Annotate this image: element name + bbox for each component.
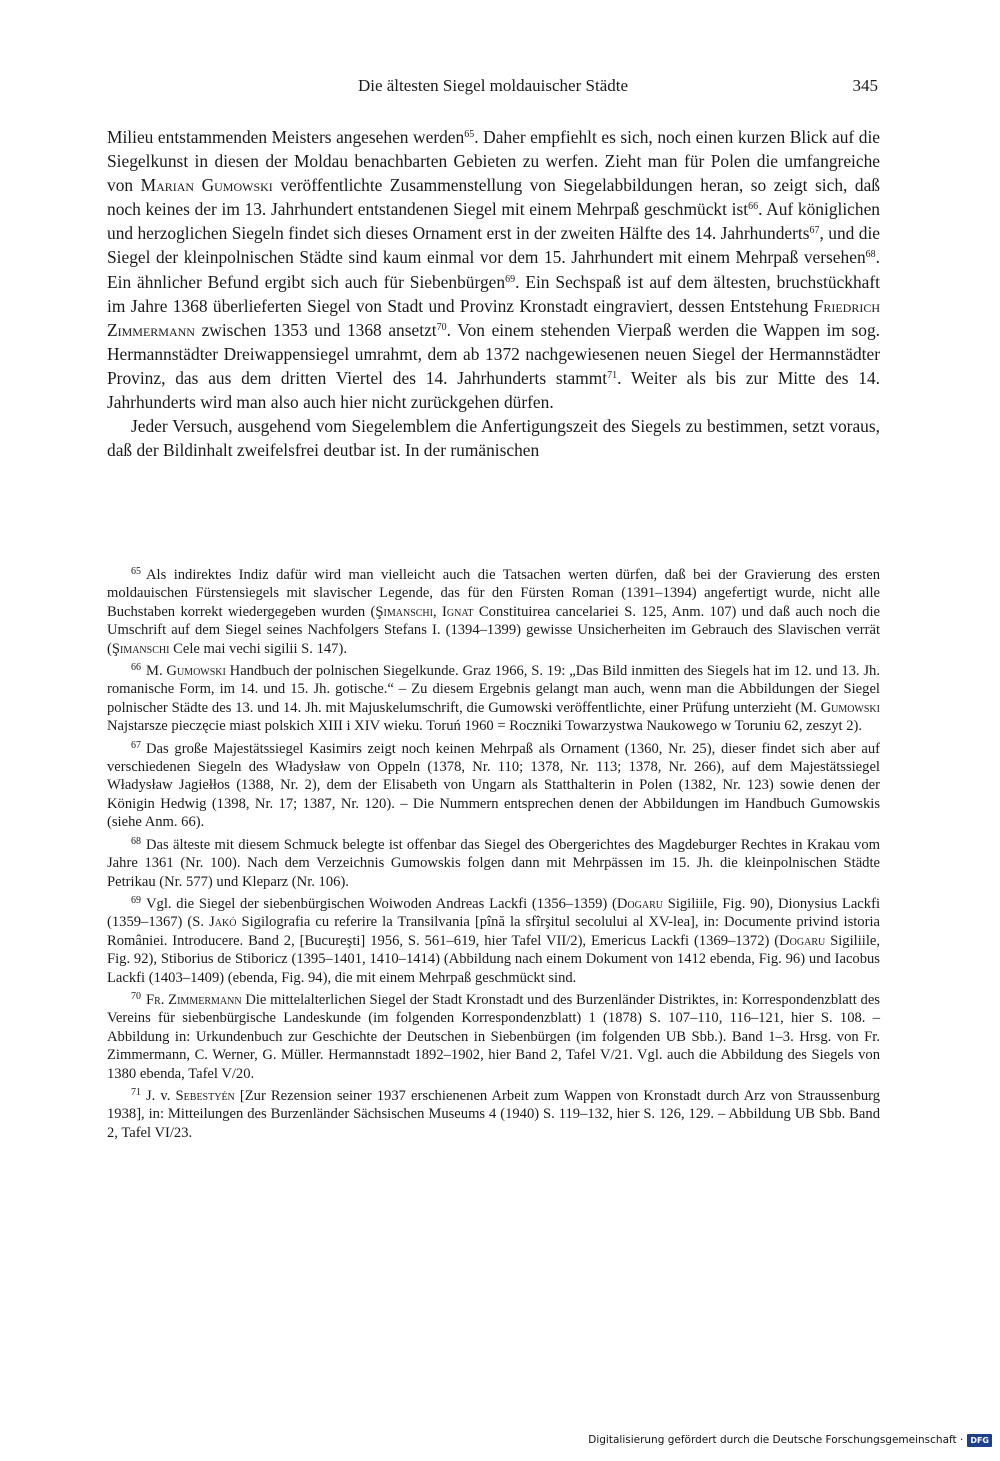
paragraph-1 xyxy=(107,125,880,414)
footnote-ref-69[interactable]: 69 xyxy=(505,273,516,285)
text-run: M. xyxy=(146,663,167,680)
footnote-ref-71[interactable]: 71 xyxy=(607,369,618,381)
text-run: J. v. xyxy=(146,1087,176,1104)
footnote-ref-65[interactable]: 65 xyxy=(464,129,475,140)
text-run: Najstarsze pieczęcie miast polskich XIII i XIV wieku. Toruń 1960 = Roczniki Towarzystwa Naukowego w Toruniu 62, zeszyt 2). xyxy=(107,718,863,735)
running-title: Die ältesten Siegel moldauischer Städte xyxy=(357,76,629,95)
text-run: Sigiliile, Fig. 90), Dionysius Lackfi (1359–1367) (S. xyxy=(107,895,880,931)
author-name: Dogaru xyxy=(779,932,826,949)
footnote-number: 66 xyxy=(131,662,141,674)
footnote-ref-70[interactable]: 70 xyxy=(436,321,447,333)
text-run: Als indirektes Indiz dafür wird man vielleicht auch die Tatsachen werten dürfen, daß bei der Gravierung des ersten moldauischen Fürstensiegels mit slavischer Legende, das für den Fürsten Roman (1391–1394) angefertigt wurde, nicht alle Buchstaben korrekt wiedergegeben wurden ( xyxy=(107,567,880,620)
text-run: Das große Majestätssiegel Kasimirs zeigt noch keinen Mehrpaß als Ornament (1360, Nr. 25), dieser findet sich aber auf verschiedenen Siegeln des Władysław von Oppeln (1378, Nr. 110; 1378, Nr. 113; 1378, Nr. 266), auf dem Majestätssiegel Władysław Jagiełłos (1388, Nr. 2), dem der Elisabeth von Ungarn als Statthalterin in Polen (1382, Nr. 123) sowie denen der Königin Hedwig (1398, Nr. 17; 1387, Nr. 120). – Die Nummern entsprechen denen der Abbildungen im Handbuch Gumowskis (siehe Anm. 66). xyxy=(107,740,880,831)
page-number: 345 xyxy=(852,76,878,95)
text-run: Die mittelalterlichen Siegel der Stadt Kronstadt und des Burzenländer Distriktes, in: Korrespondenzblatt des Vereins für siebenbürgische Landeskunde (im folgenden Korrespondenzblatt) 1 (1878) S. 107–110, 116–121, hier S. 108. – Abbildung in: Urkundenbuch zur Geschichte der Deutschen in Siebenbürgen (im folgenden UB Sbb.). Band 1–3. Hrsg. von Fr. Zimmermann, C. Werner, G. Müller. Hermannstadt 1892–1902, hier Band 2, Tafel V/21. Vgl. auch die Abbildung des Siegels von 1380 ebenda, Tafel V/20. xyxy=(107,991,880,1082)
author-name: Friedrich Zimmermann xyxy=(107,295,880,340)
footnote-number: 71 xyxy=(131,1086,141,1098)
footnote-71 xyxy=(107,1084,880,1142)
running-header xyxy=(108,76,878,100)
text-run: Handbuch der polnischen Siegelkunde. Graz 1966, S. 19: „Das Bild inmitten des Siegels hat im 12. und 13. Jh. romanische Form, im 14. und 15. Jh. gotische.“ – Zu diesem Ergebnis gelangt man auch, wenn man die Abbildungen der Siegel polnischer Städte des 13. und 14. Jh. mit Majuskelumschrift, die Gumowski veröffentlichte, einer Prüfung unterzieht (M. xyxy=(107,663,880,716)
footnote-70 xyxy=(107,988,880,1083)
main-text xyxy=(107,125,880,462)
text-run: Sigiliile, Fig. 92), Stiborius de Stiboricz (1395–1401, 1410–1414) (Abbildung nach einem Dokument von 1412 ebenda, Fig. 96) und Iacobus Lackfi (1403–1409) (ebenda, Fig. 94), die mit einem Mehrpaß geschmückt sind. xyxy=(107,932,881,986)
paragraph-2: Jeder Versuch, ausgehend vom Siegelemblem die Anfertigungszeit des Siegels zu bestimmen, setzt voraus, daß der Bildinhalt zweifelsfrei deutbar ist. In der rumänischen xyxy=(107,416,880,461)
author-name: Jakó xyxy=(209,914,237,931)
author-name: Sebestyén xyxy=(175,1087,235,1104)
footnote-number: 70 xyxy=(131,990,141,1002)
author-name: Şimanschi xyxy=(111,640,170,657)
footnote-67 xyxy=(107,737,880,832)
footnote-number: 65 xyxy=(131,566,141,577)
credit-text: Digitalisierung gefördert durch die Deutsche Forschungsgemeinschaft · xyxy=(588,1434,964,1446)
text-run: Milieu entstammenden Meisters angesehen werden xyxy=(107,127,465,147)
text-run: Cele mai vechi sigilii S. 147). xyxy=(169,640,347,657)
footnote-ref-68[interactable]: 68 xyxy=(865,249,876,261)
text-run: , und die Siegel der kleinpolnischen Städte sind kaum einmal vor dem 15. Jahrhundert mit einem Mehrpaß versehen xyxy=(107,223,880,268)
author-name: Gumowski xyxy=(820,699,880,716)
footnotes xyxy=(107,563,880,1143)
text-run: Das älteste mit diesem Schmuck belegte ist offenbar das Siegel des Obergerichtes des Magdeburger Rechtes in Krakau vom Jahre 1361 (Nr. 100). Nach dem Verzeichnis Gumowskis folgen dann mit Mehrpässen im 15. Jh. die kleinpolnischen Städte Petrikau (Nr. 577) und Kleparz (Nr. 106). xyxy=(107,836,880,890)
text-run: . Von einem stehenden Vierpaß werden die Wappen im sog. Hermannstädter Dreiwappensiegel umrahmt, dem ab 1372 nachgewiesenen neuen Siegel der Hermannstädter Provinz, das aus dem dritten Viertel des 14. Jahrhunderts stammt xyxy=(107,319,880,388)
footnote-number: 68 xyxy=(131,835,141,847)
text-run: Sigilografia cu referire la Transilvania [pînă la sfîrşitul secolului al XV-lea], in: Documente privind istoria României. Introducere. Band 2, [Bucureşti] 1956, S. 561–619, hier Tafel VII/2), Emericus Lackfi (1369–1372) ( xyxy=(107,914,880,949)
author-name: Şimanschi, Ignat xyxy=(375,603,474,620)
footnote-ref-67[interactable]: 67 xyxy=(809,225,820,237)
text-run: zwischen 1353 und 1368 ansetzt xyxy=(194,319,437,340)
text-run: . Ein Sechspaß ist auf dem ältesten, bruchstückhaft im Jahre 1368 überlieferten Siegel von Stadt und Provinz Kronstadt eingraviert, dessen Entstehung xyxy=(107,271,880,316)
text-run: . Ein ähnlicher Befund ergibt sich auch für Siebenbürgen xyxy=(107,247,880,292)
text-run: . Daher empfiehlt es sich, noch einen kurzen Blick auf die Siegelkunst in diesen der Moldau benachbarten Gebieten zu werfen. Zieht man für Polen die umfangreiche von xyxy=(107,127,880,196)
digitization-credit xyxy=(588,1431,992,1449)
footnote-69 xyxy=(107,892,880,987)
text-run: Vgl. die Siegel der siebenbürgischen Woiwoden Andreas Lackfi (1356–1359) ( xyxy=(146,895,617,912)
text-run: Constituirea cancelariei S. 125, Anm. 107) und daß auch noch die Umschrift auf dem Siegel seines Nachfolgers Stefans I. (1394–1399) gewisse Unsicherheiten im Gebrauch des Slavischen verrät ( xyxy=(107,603,880,657)
author-name: Marian Gumowski xyxy=(140,175,273,196)
footnote-number: 67 xyxy=(131,739,141,751)
text-run: veröffentlichte Zusammenstellung von Siegelabbildungen heran, so zeigt sich, daß noch keines der im 13. Jahrhundert entstandenen Siegel mit einem Mehrpaß geschmückt ist xyxy=(107,175,881,220)
footnote-number: 69 xyxy=(131,894,141,906)
text-run: [Zur Rezension seiner 1937 erschienenen Arbeit zum Wappen von Kronstadt durch Arz von Straussenburg 1938], in: Mitteilungen des Burzenländer Sächsischen Museums 4 (1940) S. 119–132, hier S. 126, 129. – Abbildung UB Sbb. Band 2, Tafel VI/23. xyxy=(107,1087,881,1141)
footnote-ref-66[interactable]: 66 xyxy=(748,201,759,213)
author-name: Dogaru xyxy=(616,895,663,912)
text-run: . Weiter als bis zur Mitte des 14. Jahrhunderts wird man also auch hier nicht zurückgehen dürfen. xyxy=(107,367,880,413)
footnote-65 xyxy=(107,563,880,658)
author-name: Gumowski xyxy=(166,663,226,680)
dfg-logo-icon: DFG xyxy=(967,1434,992,1447)
text-run: . Auf königlichen und herzoglichen Siegeln findet sich dieses Ornament erst in der zweiten Hälfte des 14. Jahrhunderts xyxy=(107,199,881,244)
footnote-66 xyxy=(107,659,880,736)
footnote-68 xyxy=(107,833,880,891)
author-name: Fr. Zimmermann xyxy=(146,991,242,1008)
